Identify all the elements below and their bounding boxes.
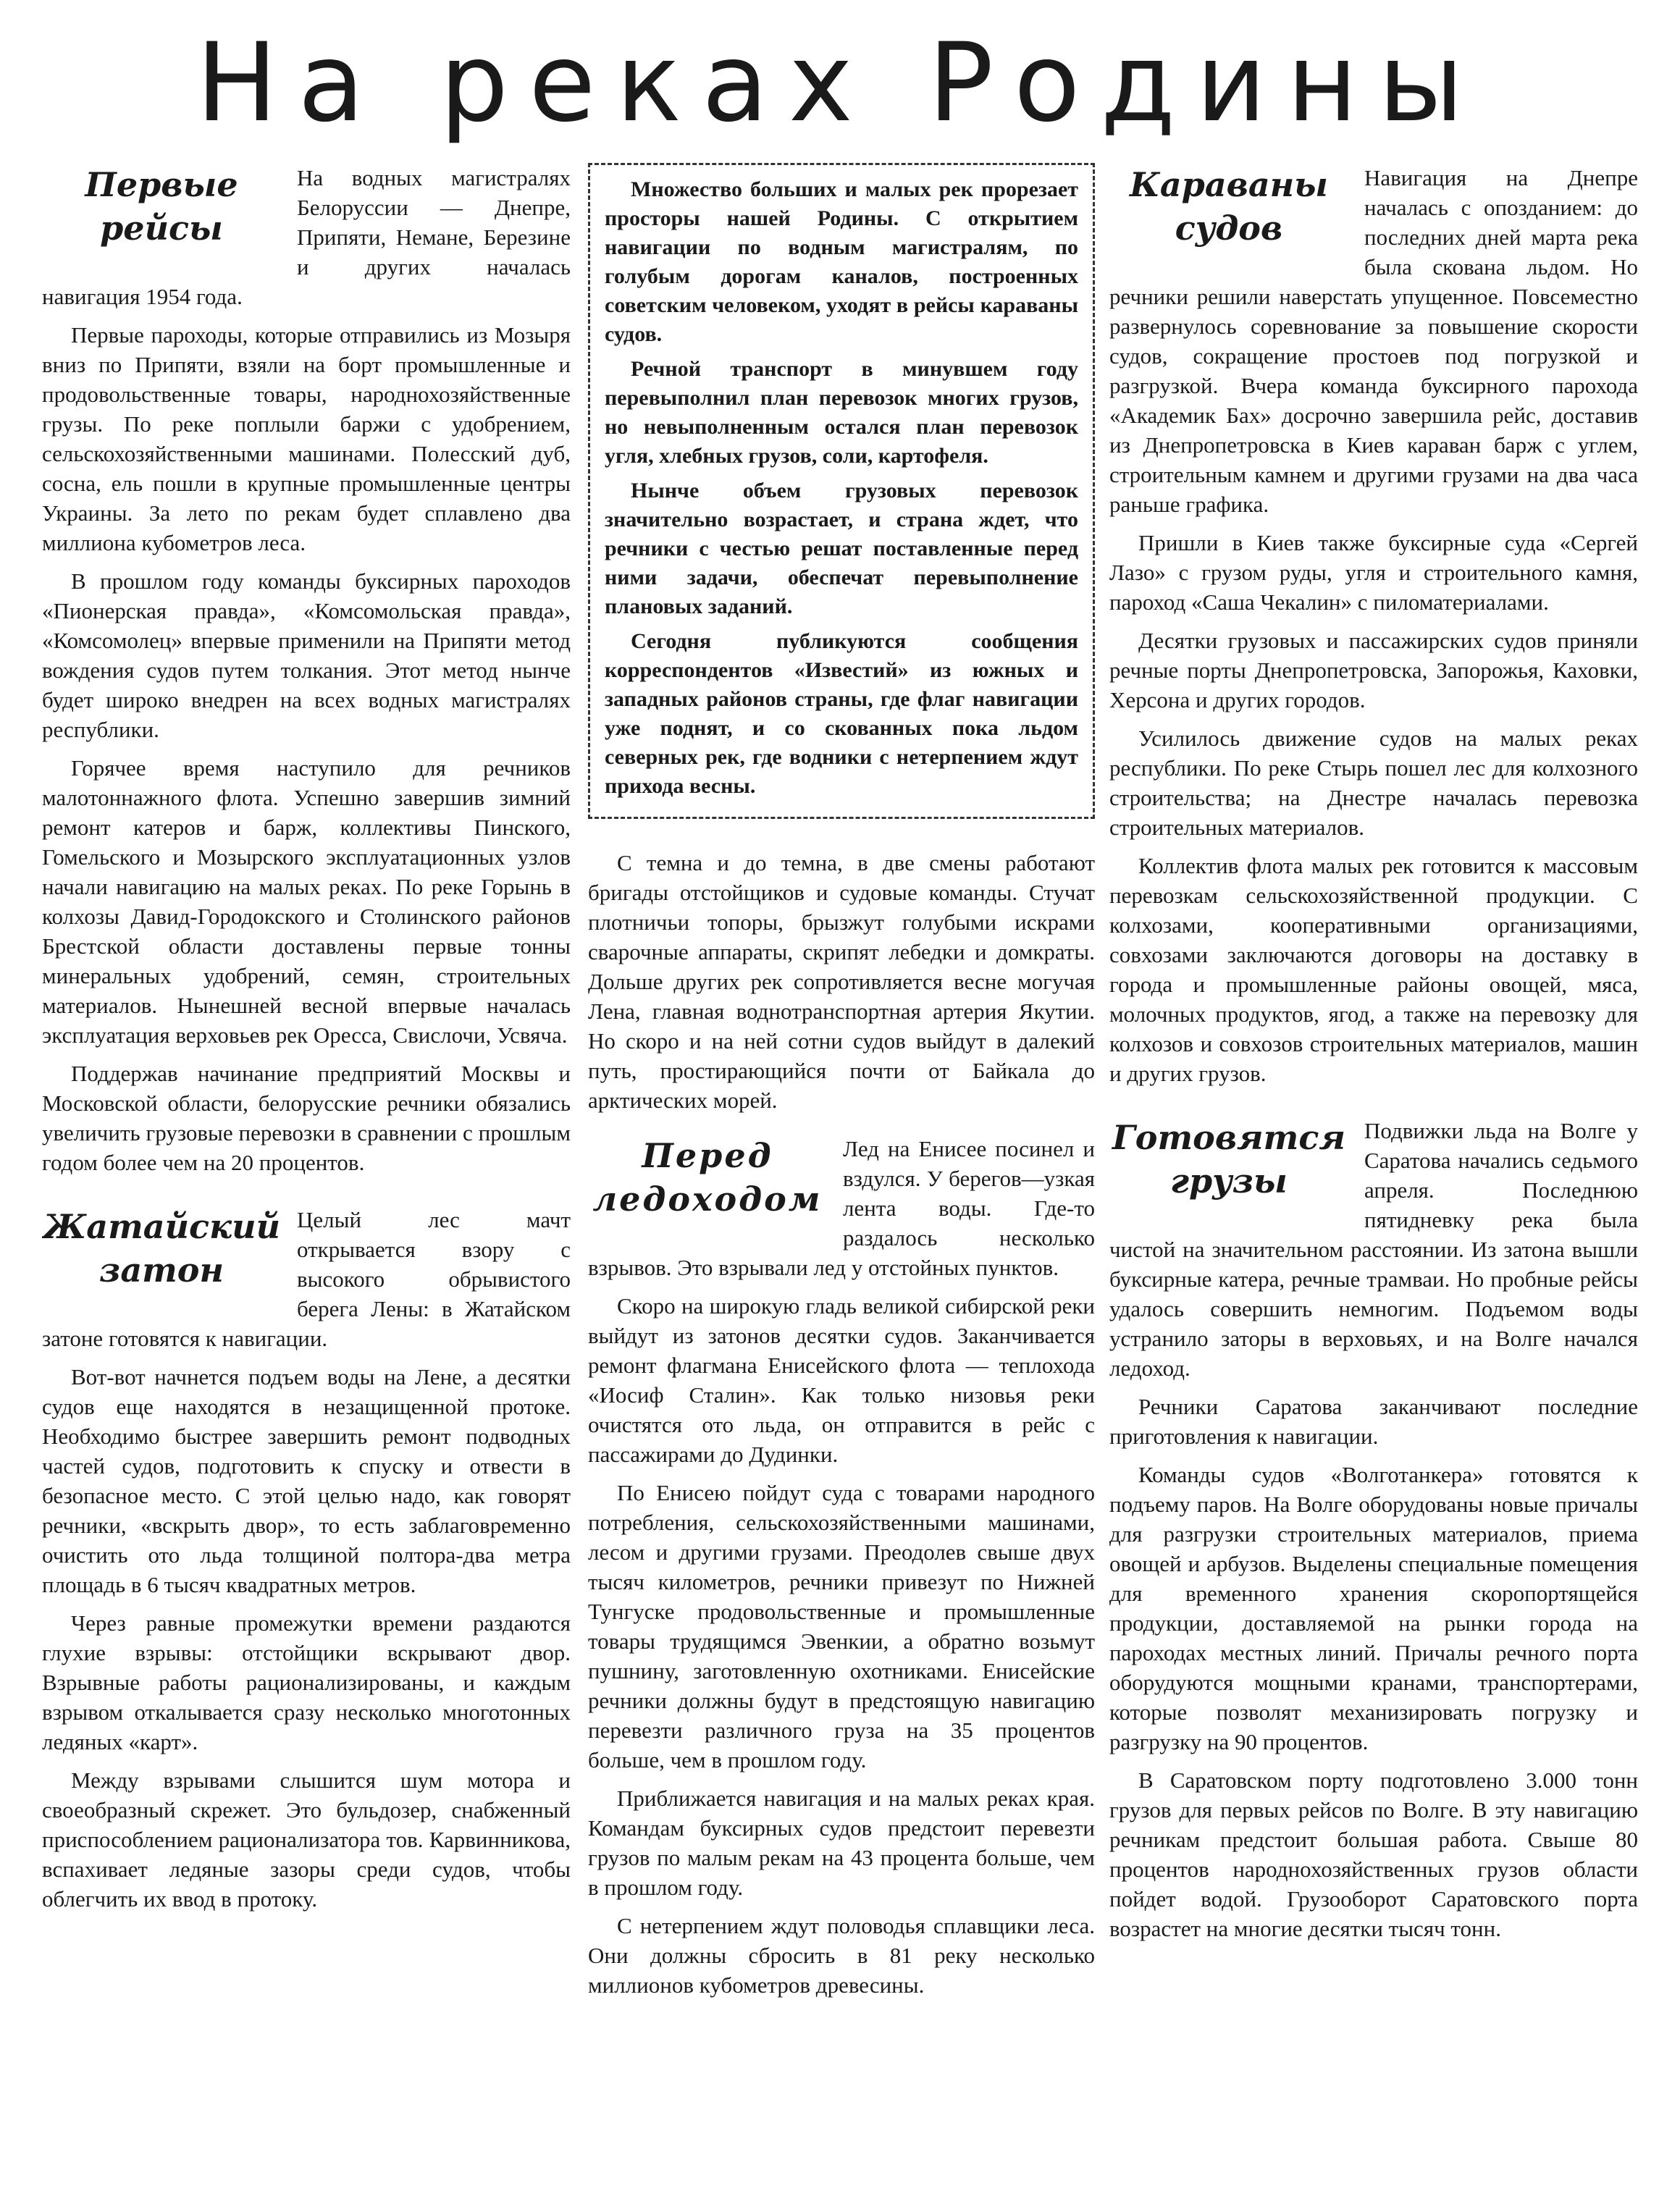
article-paragraph: Целый лес мачт открывается взору с высокого обрывистого берега Лены: в Жатайском затоне готовятся к навигации.: [42, 1207, 571, 1351]
article-section: [42, 1205, 571, 1922]
article-paragraph: Скоро на широкую гладь великой сибирской реки выйдут из затонов десятки судов. Заканчивается ремонт флагмана Енисейского флота — теплохода «Иосиф Сталин». Как только низовья реки очистятся ото льда, он отправится в рейс с пассажирами до Дудинки.: [588, 1293, 1095, 1467]
article-paragraph: Усилилось движение судов на малых реках республики. По реке Стырь пошел лес для колхозного строительства; на Днестре началась перевозка строительных материалов.: [1109, 726, 1638, 840]
article-paragraph: Вот-вот начнется подъем воды на Лене, а десятки судов еще находятся в незащищенной протоке. Необходимо быстрее завершить ремонт подводных частей судов, подготовить к спуску и отвести в безопасное место. С этой целью надо, как говорят речники, «вскрыть двор», то есть заблаговременно очистить ото льда толщиной полтора-два метра площадь в 6 тысяч квадратных метров.: [42, 1364, 571, 1597]
article-paragraph: На водных магистралях Белоруссии — Днепре, Припяти, Немане, Березине и других началась навигация 1954 года.: [42, 165, 571, 309]
article-section: [1109, 163, 1638, 1097]
article-paragraph: Лед на Енисее посинел и вздулся. У берегов—узкая лента воды. Где-то раздалось несколько взрывов. Это взрывали лед у отстойных пунктов.: [588, 1136, 1095, 1280]
article-paragraph: По Енисею пойдут суда с товарами народного потребления, сельскохозяйственными машинами, лесом и другими грузами. Преодолев свыше двух тысяч километров, речники привезут по Нижней Тунгуске продовольственные и промышленные товары трудящимся Эвенкии, а обратно возьмут пушнину, заготовленную охотниками. Енисейские речники должны будут в предстоящую навигацию перевезти различного груза на 35 процентов больше, чем в прошлом году.: [588, 1480, 1095, 1773]
article-paragraph: В Саратовском порту подготовлено 3.000 тонн грузов для первых рейсов по Волге. В эту навигацию речникам предстоит большая работа. Свыше 80 процентов народнохозяйственных грузов области пойдет водой. Грузооборот Саратовского порта возрастет на многие десятки тысяч тонн.: [1109, 1767, 1638, 1941]
intro-paragraph: Речной транспорт в минувшем году перевыполнил план перевозок многих грузов, но невыполненным остался план перевозок угля, хлебных грузов, соли, картофеля.: [605, 357, 1078, 468]
article-paragraph: В прошлом году команды буксирных пароходов «Пионерская правда», «Комсомольская правда», «Комсомолец» впервые применили на Припяти метод вождения судов путем толкания. Этот метод нынче будет широко внедрен на всех водных магистралях республики.: [42, 568, 571, 742]
article-paragraph: Пришли в Киев также буксирные суда «Сергей Лазо» с грузом руды, угля и строительного камня, пароход «Саша Чекалин» с пиломатериалами.: [1109, 530, 1638, 615]
article-paragraph: Через равные промежутки времени раздаются глухие взрывы: отстойщики вскрывают двор. Взрывные работы рационализированы, и каждым взрывом откалывается сразу несколько многотонных ледяных «карт».: [42, 1610, 571, 1754]
article-paragraph: Подвижки льда на Волге у Саратова начались седьмого апреля. Последнюю пятидневку река была чистой на значительном расстоянии. Из затона вышли буксирные катера, речные трамваи. Но пробные рейсы удалось совершить немногим. Подъемом воды устранило заторы в верховьях, и на Волге начался ледоход.: [1109, 1118, 1638, 1381]
article-paragraph: Коллектив флота малых рек готовится к массовым перевозкам сельскохозяйственной продукции. С колхозами, кооперативными организациями, совхозами заключаются договоры на доставку в города и промышленные районы овощей, мяса, молочных продуктов, ягод, а также на перевозку для колхозов и совхозов строительных материалов, машин и других грузов.: [1109, 853, 1638, 1086]
article-paragraph: Между взрывами слышится шум мотора и своеобразный скрежет. Это бульдозер, снабженный приспособлением рационализатора тов. Карвинникова, вспахивает ледяные зазоры среди судов, чтобы облегчить их ввод в протоку.: [42, 1767, 571, 1912]
article-paragraph: Первые пароходы, которые отправились из Мозыря вниз по Припяти, взяли на борт промышленные и продовольственные товары, народнохозяйственные грузы. По реке поплыли баржи с удобрением, сельскохозяйственными машинами. Полесский дуб, сосна, ель пошли в крупные промышленные центры Украины. За лето по рекам будет сплавлено два миллиона кубометров леса.: [42, 322, 571, 555]
article-heading: Первые рейсы: [85, 165, 238, 248]
article-section: [42, 163, 571, 1186]
article-heading: Караваны судов: [1130, 165, 1328, 248]
article-paragraph: Приближается навигация и на малых реках края. Командам буксирных судов предстоит перевезти грузов по малым рекам на 43 процента больше, чем в прошлом году.: [588, 1786, 1095, 1900]
column-left: [42, 163, 571, 1941]
article-heading: Перед ледоходом: [592, 1136, 823, 1219]
column-right: [1109, 163, 1638, 1971]
article-heading: Готовятся грузы: [1112, 1118, 1345, 1201]
editorial-intro-box: [588, 163, 1095, 819]
intro-paragraph: Множество больших и малых рек прорезает просторы нашей Родины. С открытием навигации по водным магистралям, по голубым дорогам каналов, построенных советским человеком, уходят в рейсы караваны судов.: [605, 177, 1078, 346]
article-section: [588, 1134, 1095, 2009]
page-title: На реках Родины: [196, 20, 1484, 146]
article-paragraph: Горячее время наступило для речников малотоннажного флота. Успешно завершив зимний ремонт катеров и барж, коллективы Пинского, Гомельского и Мозырского эксплуатационных узлов начали навигацию на малых реках. По реке Горынь в колхозы Давид-Городокского и Столинского районов Брестской области доставлены первые тонны минеральных удобрений, семян, строительных материалов. Нынешней весной впервые началась эксплуатация верховьев рек Оресса, Свислочи, Усвяча.: [42, 755, 571, 1048]
article-paragraph: Поддержав начинание предприятий Москвы и Московской области, белорусские речники обязались увеличить грузовые перевозки в сравнении с прошлым годом более чем на 20 процентов.: [42, 1061, 571, 1175]
article-heading: Жатайский затон: [42, 1207, 281, 1290]
intro-paragraph: Нынче объем грузовых перевозок значительно возрастает, и страна ждет, что речники с честью решат поставленные перед ними задачи, обеспечат перевыполнение плановых заданий.: [605, 479, 1078, 618]
article-paragraph: Команды судов «Волготанкера» готовятся к подъему паров. На Волге оборудованы новые причалы для разгрузки строительных материалов, приема овощей и арбузов. Выделены специальные помещения для временного хранения скоропортящейся продукции, доставляемой на рынки города на пароходах местных линий. Причалы речного порта оборудуются мощными кранами, транспортерами, которые позволят механизировать погрузку и разгрузку на 90 процентов.: [1109, 1462, 1638, 1754]
article-paragraph: С темна и до темна, в две смены работают бригады отстойщиков и судовые команды. Стучат плотничьи топоры, брызжут голубыми искрами сварочные аппараты, скрипят лебедки и домкраты. Дольше других рек сопротивляется весне могучая Лена, главная воднотранспортная артерия Якутии. Но скоро и на ней сотни судов выйдут в далекий путь, простирающийся почти от Байкала до арктических морей.: [588, 850, 1095, 1113]
article-section: [1109, 1116, 1638, 1952]
article-paragraph: С нетерпением ждут половодья сплавщики леса. Они должны сбросить в 81 реку несколько миллионов кубометров древесины.: [588, 1913, 1095, 1998]
intro-paragraph: Сегодня публикуются сообщения корреспондентов «Известий» из южных и западных районов страны, где флаг навигации уже поднят, и со скованных пока льдом северных рек, где водники с нетерпением ждут прихода весны.: [605, 629, 1078, 798]
article-paragraph: Навигация на Днепре началась с опозданием: до последних дней марта река была скована льдом. Но речники решили наверстать упущенное. Повсеместно развернулось соревнование за повышение скорости судов, сокращение простоев под погрузкой и разгрузкой. Вчера команда буксирного парохода «Академик Бах» досрочно завершила рейс, доставив из Днепропетровска в Киев караван барж с углем, строительным камнем и другими грузами на два часа раньше графика.: [1109, 165, 1638, 517]
article-paragraph: Речники Саратова заканчивают последние приготовления к навигации.: [1109, 1394, 1638, 1449]
column-middle: [588, 163, 1095, 2027]
article-section: [588, 848, 1095, 1115]
article-paragraph: Десятки грузовых и пассажирских судов приняли речные порты Днепропетровска, Запорожья, Каховки, Херсона и других городов.: [1109, 628, 1638, 712]
